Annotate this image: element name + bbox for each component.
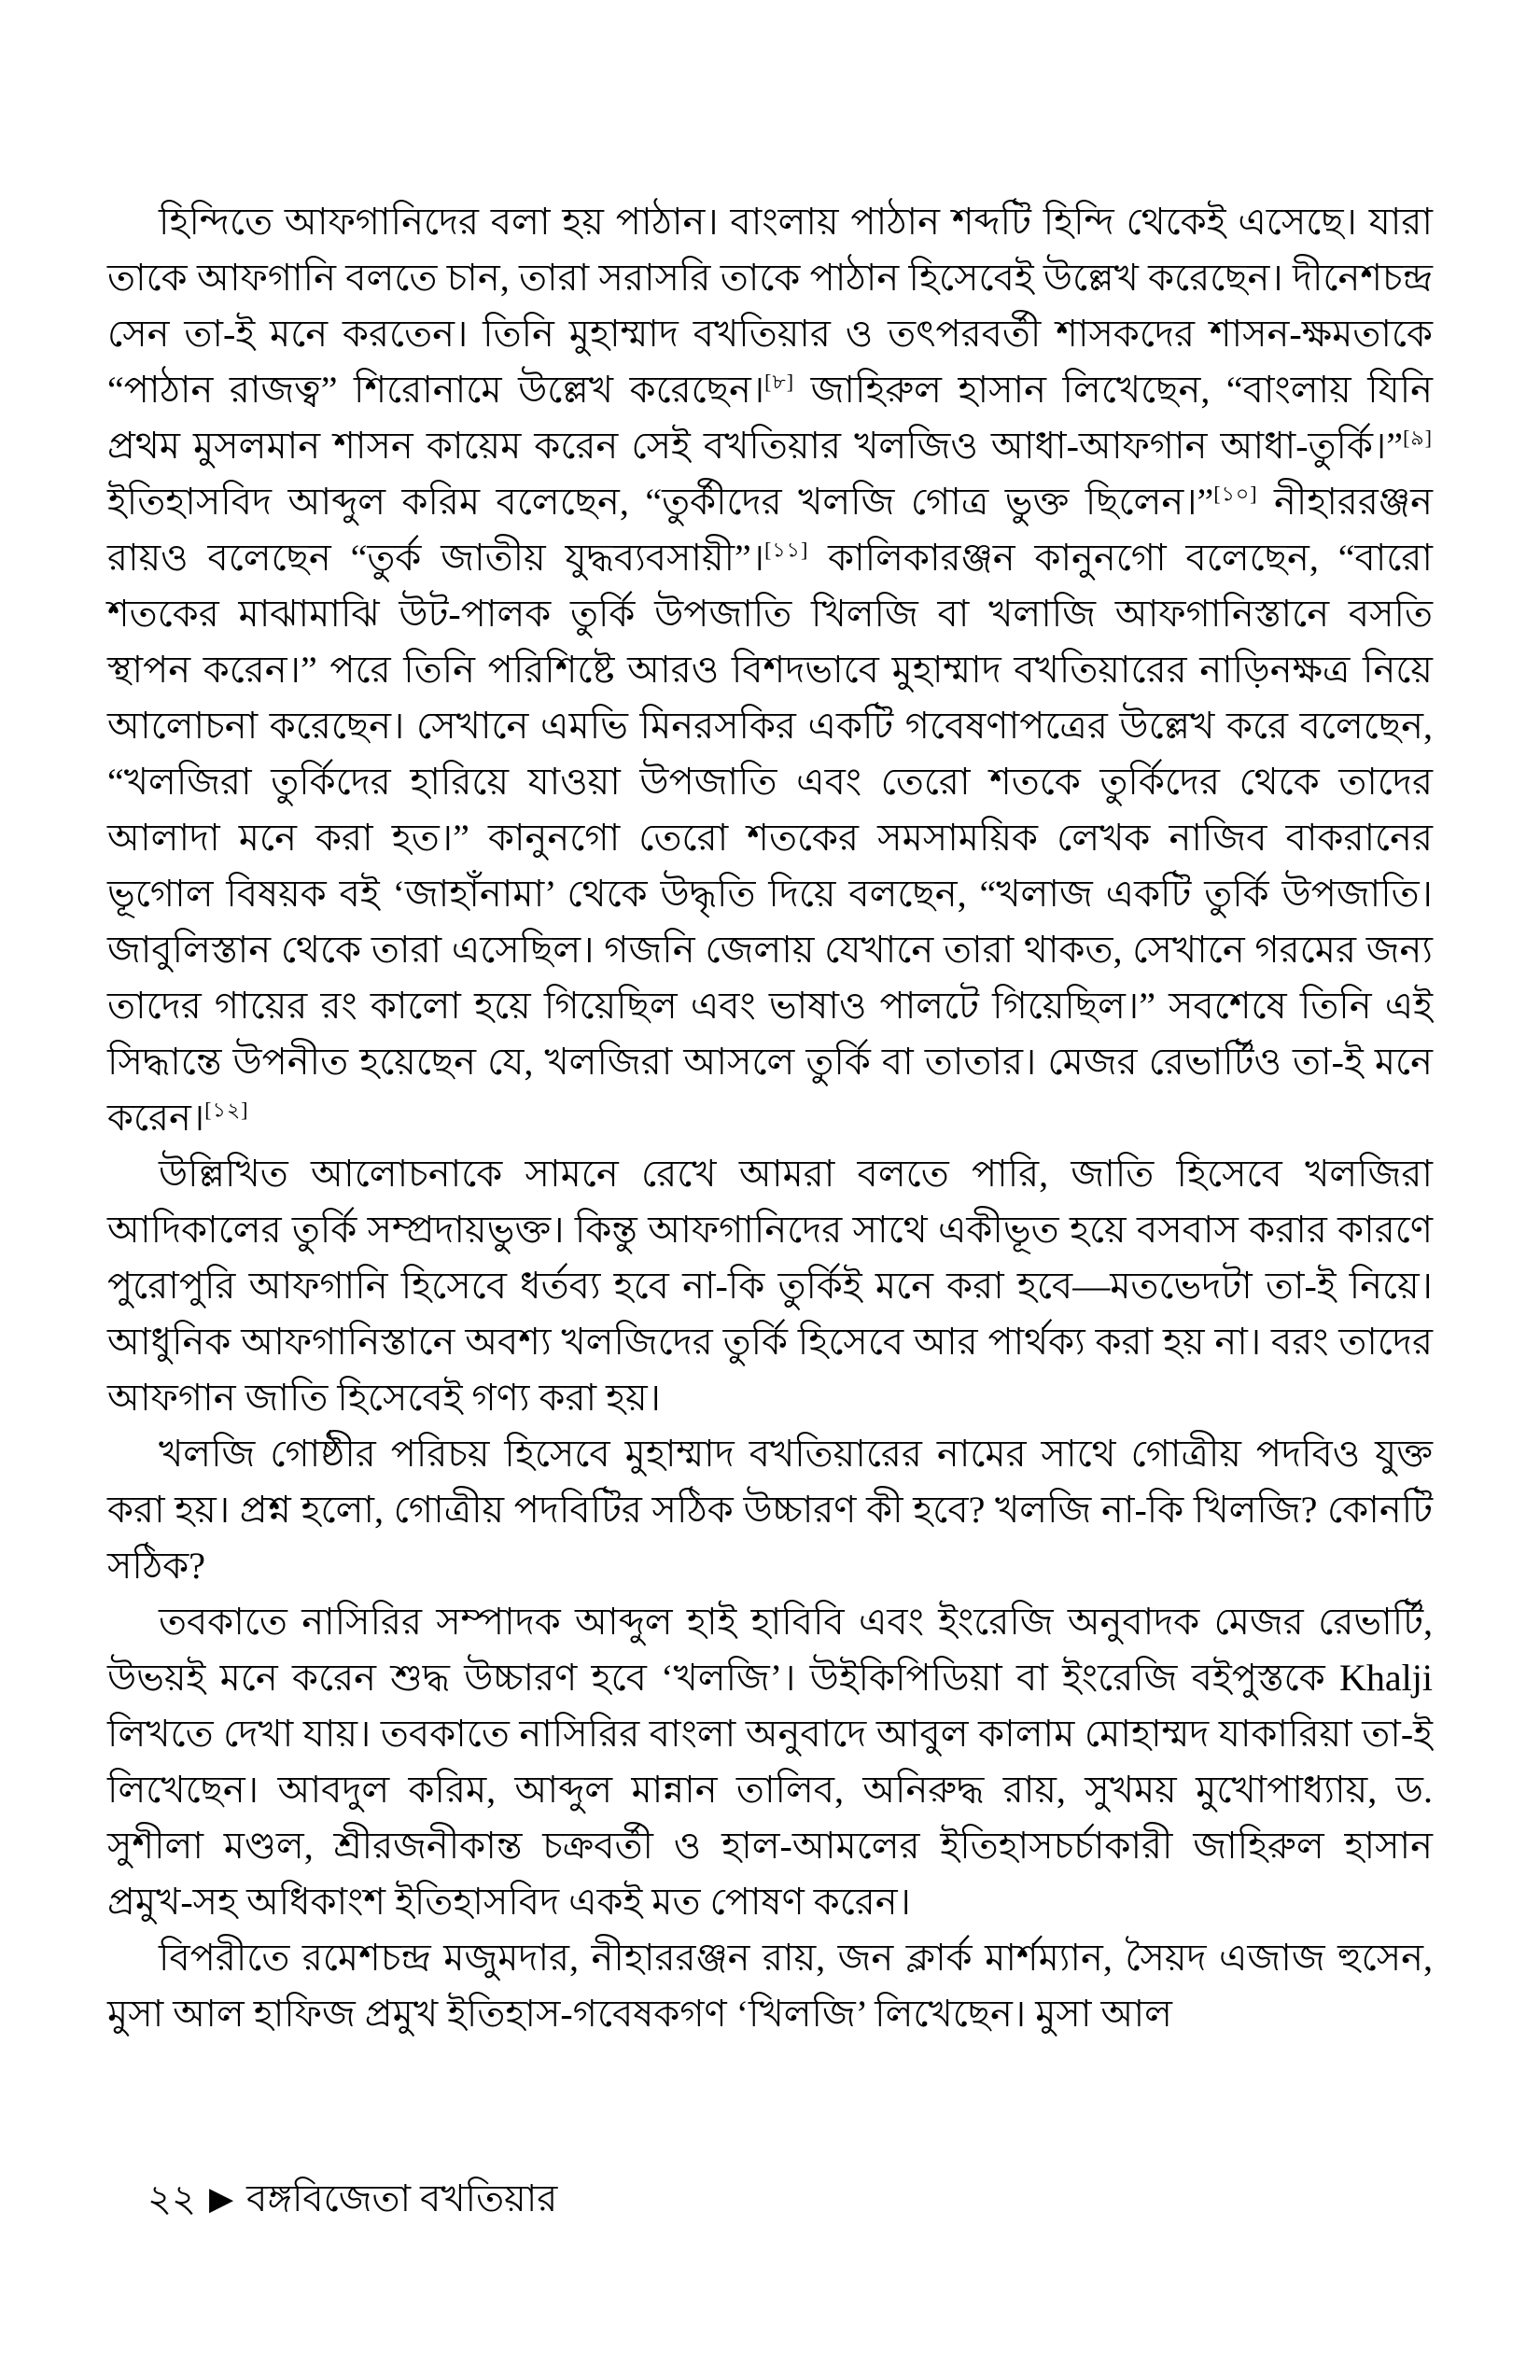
paragraph: বিপরীতে রমেশচন্দ্র মজুমদার, নীহাররঞ্জন রায়, জন ক্লার্ক মার্শম্যান, সৈয়দ এজাজ হুসেন, মুসা আল হাফিজ প্রমুখ ইতিহাস-গবেষকগণ ‘খিলজি’ লিখেছেন। মুসা আল: [107, 1937, 1433, 2035]
footnote-marker: [৮]: [764, 370, 795, 394]
book-title: বঙ্গবিজেতা বখতিয়ার: [246, 2177, 558, 2219]
page-footer: [147, 2173, 557, 2225]
footnote-marker: [১০]: [1213, 482, 1258, 506]
page-number: ২২: [147, 2177, 197, 2219]
page-text: [107, 194, 1433, 2042]
paragraph: হিন্দিতে আফগানিদের বলা হয় পাঠান। বাংলায় পাঠান শব্দটি হিন্দি থেকেই এসেছে। যারা তাকে আফগানি বলতে চান, তারা সরাসরি তাকে পাঠান হিসেবেই উল্লেখ করেছেন। দীনেশচন্দ্র সেন তা-ই মনে করতেন। তিনি মুহাম্মাদ বখতিয়ার ও তৎপরবর্তী শাসকদের শাসন-ক্ষমতাকে “পাঠান রাজত্ব” শিরোনামে উল্লেখ করেছেন।[৮] জাহিরুল হাসান লিখেছেন, “বাংলায় যিনি প্রথম মুসলমান শাসন কায়েম করেন সেই বখতিয়ার খলজিও আধা-আফগান আধা-তুর্কি।”[৯] ইতিহাসবিদ আব্দুল করিম বলেছেন, “তুর্কীদের খলজি গোত্র ভুক্ত ছিলেন।”[১০] নীহাররঞ্জন রায়ও বলেছেন “তুর্ক জাতীয় যুদ্ধব্যবসায়ী”।[১১] কালিকারঞ্জন কানুনগো বলেছেন, “বারো শতকের মাঝামাঝি উট-পালক তুর্কি উপজাতি খিলজি বা খলাজি আফগানিস্তানে বসতি স্থাপন করেন।” পরে তিনি পরিশিষ্টে আরও বিশদভাবে মুহাম্মাদ বখতিয়ারের নাড়িনক্ষত্র নিয়ে আলোচনা করেছেন। সেখানে এমভি মিনরসকির একটি গবেষণাপত্রের উল্লেখ করে বলেছেন, “খলজিরা তুর্কিদের হারিয়ে যাওয়া উপজাতি এবং তেরো শতকে তুর্কিদের থেকে তাদের আলাদা মনে করা হত।” কানুনগো তেরো শতকের সমসাময়িক লেখক নাজিব বাকরানের ভূগোল বিষয়ক বই ‘জাহাঁনামা’ থেকে উদ্ধৃতি দিয়ে বলছেন, “খলাজ একটি তুর্কি উপজাতি। জাবুলিস্তান থেকে তারা এসেছিল। গজনি জেলায় যেখানে তারা থাকত, সেখানে গরমের জন্য তাদের গায়ের রং কালো হয়ে গিয়েছিল এবং ভাষাও পালটে গিয়েছিল।” সবশেষে তিনি এই সিদ্ধান্তে উপনীত হয়েছেন যে, খলজিরা আসলে তুর্কি বা তাতার। মেজর রেভার্টিও তা-ই মনে করেন।[১২]: [107, 201, 1434, 1139]
paragraph: উল্লিখিত আলোচনাকে সামনে রেখে আমরা বলতে পারি, জাতি হিসেবে খলজিরা আদিকালের তুর্কি সম্প্রদায়ভুক্ত। কিন্তু আফগানিদের সাথে একীভূত হয়ে বসবাস করার কারণে পুরোপুরি আফগানি হিসেবে ধর্তব্য হবে না-কি তুর্কিই মনে করা হবে—মতভেদটা তা-ই নিয়ে। আধুনিক আফগানিস্তানে অবশ্য খলজিদের তুর্কি হিসেবে আর পার্থক্য করা হয় না। বরং তাদের আফগান জাতি হিসেবেই গণ্য করা হয়।: [107, 1153, 1434, 1419]
footnote-marker: [১১]: [764, 538, 809, 562]
triangle-bullet-icon: ▶: [209, 2182, 234, 2217]
footnote-marker: [৯]: [1403, 426, 1433, 450]
paragraph: তবকাতে নাসিরির সম্পাদক আব্দুল হাই হাবিবি এবং ইংরেজি অনুবাদক মেজর রেভার্টি, উভয়ই মনে করেন শুদ্ধ উচ্চারণ হবে ‘খলজি’। উইকিপিডিয়া বা ইংরেজি বইপুস্তকে Khalji লিখতে দেখা যায়। তবকাতে নাসিরির বাংলা অনুবাদে আবুল কালাম মোহাম্মদ যাকারিয়া তা-ই লিখেছেন। আবদুল করিম, আব্দুল মান্নান তালিব, অনিরুদ্ধ রায়, সুখময় মুখোপাধ্যায়, ড. সুশীলা মণ্ডল, শ্রীরজনীকান্ত চক্রবর্তী ও হাল-আমলের ইতিহাসচর্চাকারী জাহিরুল হাসান প্রমুখ-সহ অধিকাংশ ইতিহাসবিদ একই মত পোষণ করেন।: [107, 1601, 1433, 1923]
paragraph: খলজি গোষ্ঠীর পরিচয় হিসেবে মুহাম্মাদ বখতিয়ারের নামের সাথে গোত্রীয় পদবিও যুক্ত করা হয়। প্রশ্ন হলো, গোত্রীয় পদবিটির সঠিক উচ্চারণ কী হবে? খলজি না-কি খিলজি? কোনটি সঠিক?: [107, 1433, 1433, 1587]
footnote-marker: [১২]: [204, 1098, 249, 1122]
